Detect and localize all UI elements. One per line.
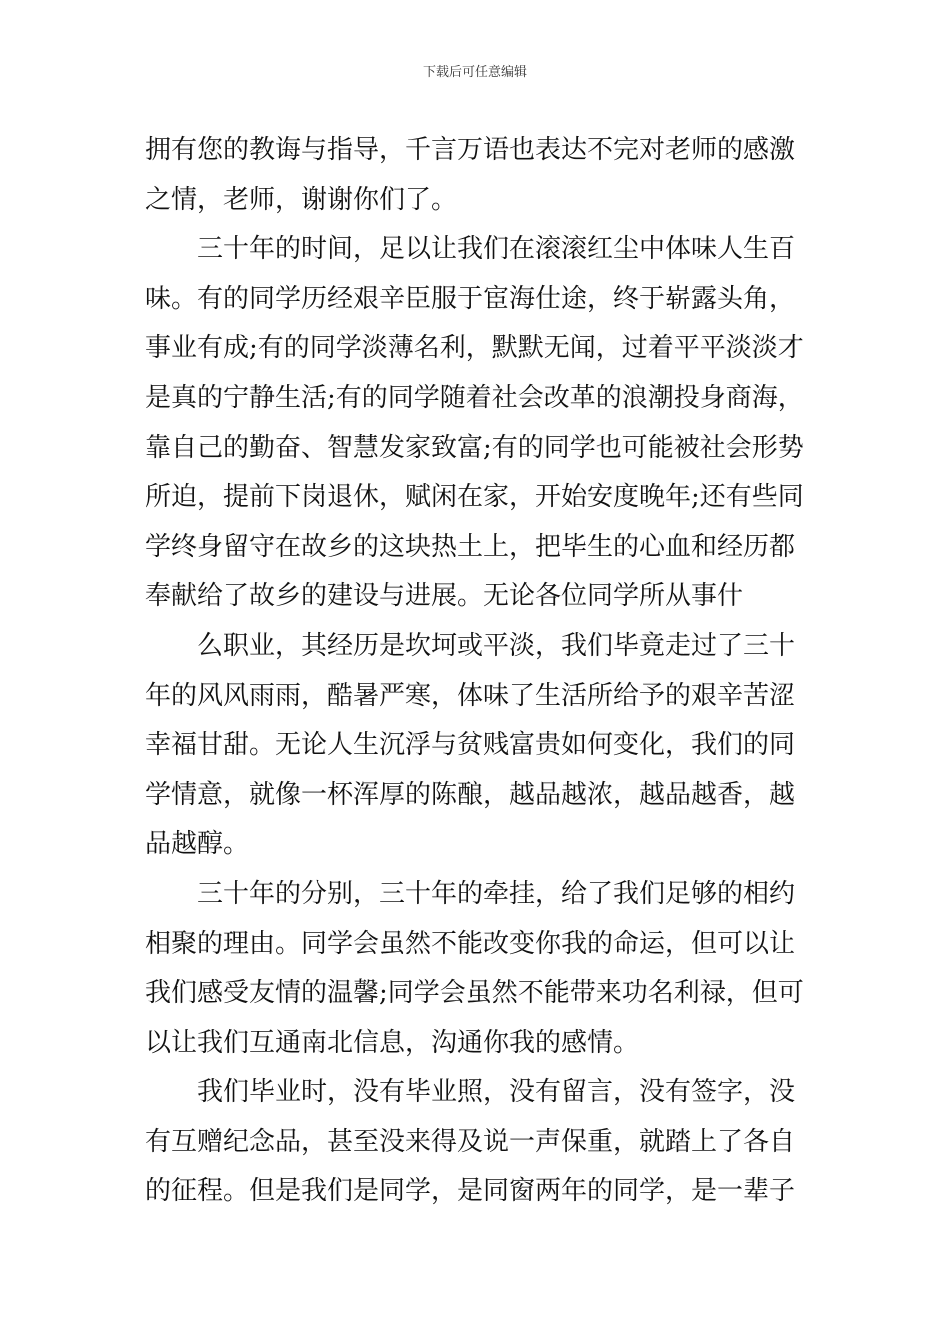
text-line: 幸福甘甜。无论人生沉浮与贫贱富贵如何变化，我们的同 [145,730,796,761]
text-line: 年的风风雨雨，酷暑严寒，体味了生活所给予的艰辛苦涩 [145,680,796,711]
text-line: 事业有成;有的同学淡薄名利，默默无闻，过着平平淡淡才 [145,333,804,364]
text-line: 拥有您的教诲与指导，千言万语也表达不完对老师的感激 [145,135,796,165]
text-line: 我们感受友情的温馨;同学会虽然不能带来功名利禄，但可 [145,978,804,1009]
paragraph-first-line: 我们毕业时，没有毕业照，没有留言，没有签字，没 [197,1077,796,1108]
document-body [145,126,810,1217]
text-line: 之情，老师，谢谢你们了。 [145,184,458,215]
paragraph-first-line: 么职业，其经历是坎坷或平淡，我们毕竟走过了三十 [197,630,796,661]
text-line: 靠自己的勤奋、智慧发家致富;有的同学也可能被社会形势 [145,432,804,463]
text-line: 的征程。但是我们是同学，是同窗两年的同学，是一辈子 [145,1176,796,1207]
page-header: 下载后可任意编辑 [422,65,527,80]
text-line: 以让我们互通南北信息，沟通你我的感情。 [145,1027,640,1058]
paragraph-first-line: 三十年的分别，三十年的牵挂，给了我们足够的相约 [197,878,796,909]
text-line: 学终身留守在故乡的这块热土上，把毕生的心血和经历都 [145,531,796,562]
text-line: 相聚的理由。同学会虽然不能改变你我的命运，但可以让 [145,928,796,959]
text-line: 所迫，提前下岗退休，赋闲在家，开始安度晚年;还有些同 [145,482,804,513]
text-line: 学情意，就像一杯浑厚的陈酿，越品越浓，越品越香，越 [145,779,796,810]
text-line: 有互赠纪念品，甚至没来得及说一声保重，就踏上了各自 [145,1126,796,1157]
paragraph-first-line: 三十年的时间，足以让我们在滚滚红尘中体味人生百 [197,234,796,265]
text-line: 品越醇。 [145,829,250,860]
text-line: 是真的宁静生活;有的同学随着社会改革的浪潮投身商海， [145,382,804,413]
text-line: 味。有的同学历经艰辛臣服于宦海仕途，终于崭露头角， [145,283,796,314]
text-line: 奉献给了故乡的建设与进展。无论各位同学所从事什 [145,581,744,612]
